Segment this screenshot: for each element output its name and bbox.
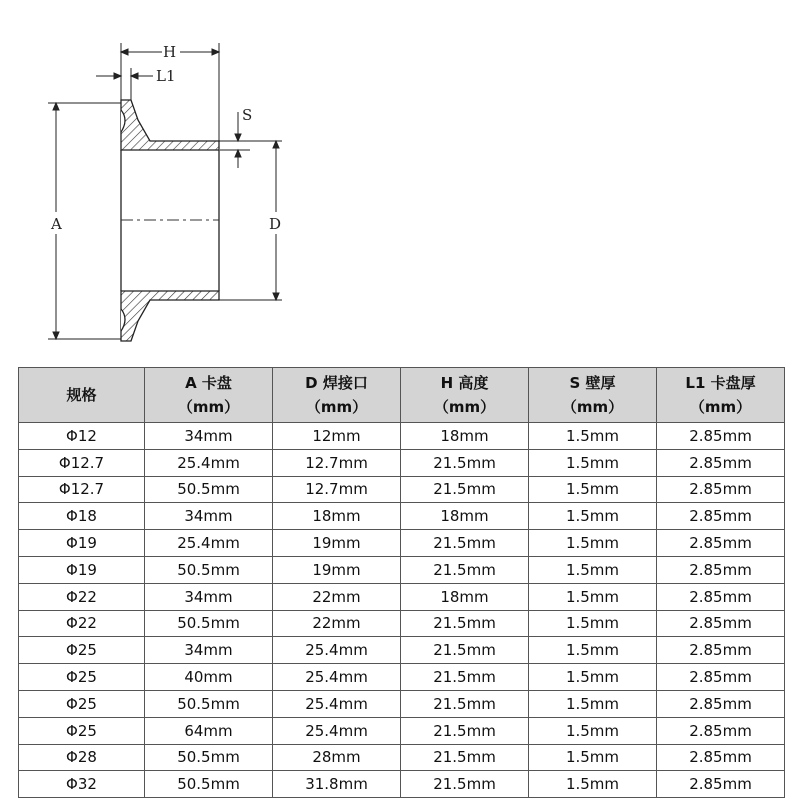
table-row <box>19 503 785 530</box>
label-a: A <box>51 215 62 233</box>
table-cell: 18mm <box>401 503 529 530</box>
table-cell: Φ18 <box>19 503 145 530</box>
table-row <box>19 476 785 503</box>
header-s-wall <box>529 368 657 423</box>
table-cell: 1.5mm <box>529 449 657 476</box>
table-cell: Φ12.7 <box>19 476 145 503</box>
table-cell: 18mm <box>401 583 529 610</box>
label-h: H <box>163 43 177 61</box>
table-cell: 21.5mm <box>401 744 529 771</box>
table-cell: 25.4mm <box>273 717 401 744</box>
header-a-clamp <box>145 368 273 423</box>
table-row <box>19 449 785 476</box>
table-cell: 12.7mm <box>273 449 401 476</box>
table-cell: 34mm <box>145 583 273 610</box>
table-cell: 50.5mm <box>145 556 273 583</box>
table-cell: 1.5mm <box>529 610 657 637</box>
table-cell: 2.85mm <box>657 744 785 771</box>
table-cell: 2.85mm <box>657 610 785 637</box>
table-cell: 1.5mm <box>529 637 657 664</box>
table-header-row <box>19 368 785 423</box>
table-row <box>19 610 785 637</box>
table-cell: 25.4mm <box>145 449 273 476</box>
table-cell: 40mm <box>145 664 273 691</box>
table-cell: 50.5mm <box>145 771 273 798</box>
table-cell: 50.5mm <box>145 744 273 771</box>
table-row <box>19 583 785 610</box>
table-cell: Φ12.7 <box>19 449 145 476</box>
table-cell: Φ19 <box>19 530 145 557</box>
table-cell: 1.5mm <box>529 771 657 798</box>
table-cell: 21.5mm <box>401 556 529 583</box>
table-cell: 22mm <box>273 610 401 637</box>
table-cell: Φ25 <box>19 664 145 691</box>
table-cell: 2.85mm <box>657 449 785 476</box>
table-cell: 1.5mm <box>529 476 657 503</box>
header-unit: （mm） <box>305 398 368 416</box>
table-cell: 2.85mm <box>657 423 785 450</box>
table-cell: 2.85mm <box>657 583 785 610</box>
table-row <box>19 744 785 771</box>
table-cell: 2.85mm <box>657 476 785 503</box>
header-unit: （mm） <box>433 398 496 416</box>
table-cell: 25.4mm <box>145 530 273 557</box>
table-cell: 28mm <box>273 744 401 771</box>
label-l1: L1 <box>156 67 176 85</box>
table-cell: 21.5mm <box>401 664 529 691</box>
table-body <box>19 423 785 798</box>
table-cell: 12.7mm <box>273 476 401 503</box>
table-row <box>19 664 785 691</box>
table-cell: 1.5mm <box>529 583 657 610</box>
table-row <box>19 690 785 717</box>
table-cell: 1.5mm <box>529 664 657 691</box>
table-cell: 21.5mm <box>401 637 529 664</box>
table-cell: 2.85mm <box>657 503 785 530</box>
header-l1-clamp-thickness <box>657 368 785 423</box>
table-cell: 50.5mm <box>145 610 273 637</box>
table-cell: 1.5mm <box>529 503 657 530</box>
table-cell: 2.85mm <box>657 690 785 717</box>
table-cell: 18mm <box>401 423 529 450</box>
table-cell: 25.4mm <box>273 637 401 664</box>
dimension-l1 <box>96 68 153 100</box>
table-cell: 2.85mm <box>657 637 785 664</box>
table-cell: 21.5mm <box>401 771 529 798</box>
table-cell: Φ22 <box>19 583 145 610</box>
table-cell: Φ25 <box>19 717 145 744</box>
header-title: S 壁厚 <box>569 374 616 392</box>
table-cell: 2.85mm <box>657 771 785 798</box>
table-cell: 19mm <box>273 556 401 583</box>
label-d: D <box>269 215 282 233</box>
table-cell: 1.5mm <box>529 556 657 583</box>
table-cell: 21.5mm <box>401 476 529 503</box>
specification-table <box>18 367 785 798</box>
table-row <box>19 637 785 664</box>
table-row <box>19 717 785 744</box>
table-cell: 21.5mm <box>401 717 529 744</box>
table-cell: Φ28 <box>19 744 145 771</box>
table-cell: 34mm <box>145 637 273 664</box>
header-unit: （mm） <box>689 398 752 416</box>
table-cell: 50.5mm <box>145 476 273 503</box>
header-title: A 卡盘 <box>185 374 232 392</box>
table-cell: 12mm <box>273 423 401 450</box>
table-row <box>19 423 785 450</box>
table-cell: 21.5mm <box>401 449 529 476</box>
table-cell: Φ32 <box>19 771 145 798</box>
table-cell: 1.5mm <box>529 690 657 717</box>
table-cell: 2.85mm <box>657 530 785 557</box>
table-cell: 21.5mm <box>401 610 529 637</box>
header-title: H 高度 <box>440 374 489 392</box>
table-cell: 50.5mm <box>145 690 273 717</box>
table-cell: Φ25 <box>19 637 145 664</box>
table-cell: Φ12 <box>19 423 145 450</box>
ferrule-technical-drawing <box>0 0 800 365</box>
table-cell: 64mm <box>145 717 273 744</box>
table-cell: 25.4mm <box>273 664 401 691</box>
header-h-height <box>401 368 529 423</box>
header-d-weld <box>273 368 401 423</box>
table-cell: 2.85mm <box>657 556 785 583</box>
table-cell: 21.5mm <box>401 690 529 717</box>
table-cell: 21.5mm <box>401 530 529 557</box>
header-spec <box>19 368 145 423</box>
header-title: L1 卡盘厚 <box>685 374 756 392</box>
table-cell: 25.4mm <box>273 690 401 717</box>
label-s: S <box>242 106 253 124</box>
table-cell: 1.5mm <box>529 717 657 744</box>
table-row <box>19 556 785 583</box>
header-unit: （mm） <box>561 398 624 416</box>
table-cell: Φ25 <box>19 690 145 717</box>
table-row <box>19 771 785 798</box>
table-cell: 22mm <box>273 583 401 610</box>
header-title: 规格 <box>66 386 97 404</box>
table-cell: Φ19 <box>19 556 145 583</box>
header-title: D 焊接口 <box>305 374 368 392</box>
table-cell: 19mm <box>273 530 401 557</box>
table-cell: 2.85mm <box>657 717 785 744</box>
table-row <box>19 530 785 557</box>
table-cell: 1.5mm <box>529 423 657 450</box>
table-cell: Φ22 <box>19 610 145 637</box>
table-cell: 1.5mm <box>529 744 657 771</box>
header-unit: （mm） <box>177 398 240 416</box>
table-cell: 18mm <box>273 503 401 530</box>
table-cell: 2.85mm <box>657 664 785 691</box>
table-cell: 34mm <box>145 503 273 530</box>
table-cell: 1.5mm <box>529 530 657 557</box>
table-cell: 31.8mm <box>273 771 401 798</box>
table-cell: 34mm <box>145 423 273 450</box>
